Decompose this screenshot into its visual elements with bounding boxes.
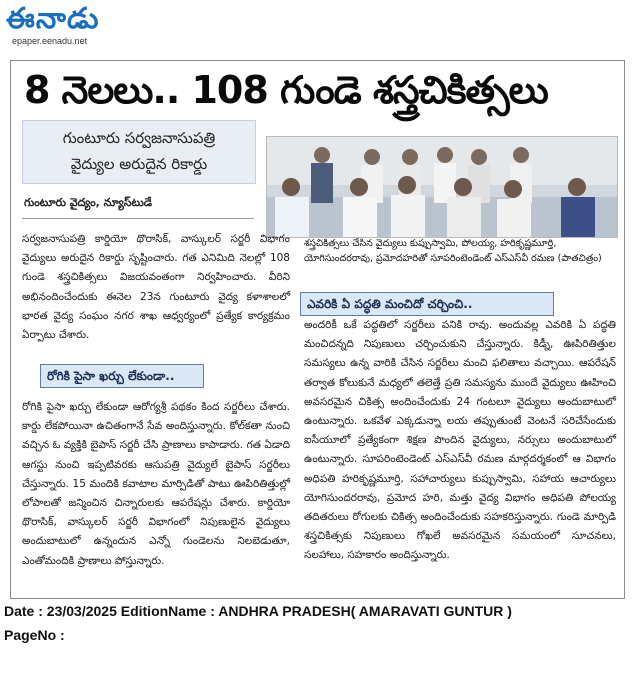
subhead-box — [22, 120, 256, 184]
subhead-line-2: వైద్యుల అరుదైన రికార్డు — [70, 155, 208, 173]
article-headline: 8 నెలలు.. 108 గుండె శస్త్రచికిత్సలు — [24, 68, 548, 112]
subheading-box-free-treatment: రోగికి పైసా ఖర్చు లేకుండా.. — [40, 364, 204, 388]
article-paragraph-3: అందరికీ ఒకే పద్ధతిలో సర్జరీలు పనికి రావు. అందువల్ల ఎవరికి ఏ పద్ధతి మంచిదన్నది నిపుణులు చర్చించుకుని చేస్తున్నారు. కిడ్నీ, ఊపిరితిత్తుల సమస్యలు ఉన్న వారికి చేసిన సర్జరీలు మంచి ఫలితాలు వచ్చాయి. ఆపరేషన్ తర్వాత కోలుకునే మధ్యలో తలెత్తే ప్రతి సమస్యను ముందే వైద్యులు ఊహించి అవసరమైన చికిత్స అందించేందుకు 24 గంటలూ వైద్యులు అందుబాటులో ఉంటున్నారు. ఒకవేళ ఎక్కడున్నా లయ తప్పుతుంటే వెంటనే సరిచేసేందుకు ఐసీయూలో ప్రత్యేకంగా శిక్షణ పొందిన వైద్యులు, నర్సులు అందుబాటులో ఉంటున్నారు. సూపరింటెండెంట్ ఎస్ఎస్‌వీ రమణ మార్గదర్శకంలో ఆ విభాగం అధిపతి హరికృష్ణమూర్తి, సహాచార్యులు కుప్పుస్వామి, సహాయ ఆచార్యులు యోగిసుందరరావు, ప్రమోద హరి, మత్తు వైద్య విభాగం అధిపతి పోలయ్య తదితరులు రోగులకు చికిత్స అందించేందుకు సహకరిస్తున్నారు. గుండె మార్పిడి శస్త్రచికిత్సకు నిపుణులు గోఖలే అవసరమైన సమయంలో సూచనలు, సలహాలు, సహకారం అందిస్తున్నారు. — [304, 319, 616, 562]
article-paragraph-1: సర్వజనాసుపత్రి కార్డియో థొరాసిక్, వాస్కులర్ సర్జరీ విభాగం వైద్యులు అరుదైన రికార్డు సృష్టించారు. గత ఎనిమిది నెలల్లో 108 గుండె శస్త్రచికిత్సలు విజయవంతంగా నిర్వహించారు. వీరిని అభినందించేందుకు ఈనెల 23న గుంటూరు వైద్య కళాశాలలో భారత వైద్య సంఘం నగర శాఖ ఆధ్వర్యంలో ప్రత్యేక కార్యక్రమం ఏర్పాటు చేశారు. — [22, 233, 290, 342]
article-paragraph-2: రోగికి పైసా ఖర్చు లేకుండా ఆరోగ్యశ్రీ పథకం కింద సర్జరీలు చేశారు. కార్డు లేకపోయినా ఉచితంగానే సేవ అందిస్తున్నారు. కోల్‌కతా నుంచి వచ్చిన ఓ వ్యక్తికి బైపాస్ సర్జరీ చేసి ప్రాణాలు కాపాడారు. గత ఏడాది ఆగస్టు నుంచి ఇప్పటివరకు ఆసుపత్రి వైద్యులే బైపాస్ సర్జరీలు చేస్తున్నారు. 15 మందికి కవాటాల మార్పిడితో పాటు ఊపిరితిత్తుల్లో లోపాలతో జన్మించిన చిన్నారులకు ఆపరేషన్లు చేశారు. కార్డియో థొరాసిక్, వాస్కులర్ సర్జరీ విభాగంలో నిపుణులైన వైద్యులు అందుబాటులో ఉన్నందున ఎన్నో గుండెలను నిలబెడుతూ, ఎంతోమందికి ప్రాణాలు పోస్తున్నారు. — [22, 401, 290, 567]
subhead-line-1: గుంటూరు సర్వజనాసుపత్రి — [62, 129, 216, 147]
footer-page-number: PageNo : — [4, 627, 65, 643]
eenadu-logo[interactable]: ఈనాడు — [6, 1, 100, 35]
subheading-box-method: ఎవరికి ఏ పద్ధతి మంచిదో చర్చించి.. — [300, 292, 554, 316]
footer-date-edition: Date : 23/03/2025 EditionName : ANDHRA PRADESH( AMARAVATI GUNTUR ) — [4, 603, 512, 619]
epaper-url[interactable]: epaper.eenadu.net — [12, 36, 88, 46]
doctors-group-photo — [266, 136, 618, 238]
photo-caption: శస్త్రచికిత్సలు చేసిన వైద్యులు కుప్పుస్వామి, పోలయ్య, హరికృష్ణమూర్తి, యోగిసుందరరావు, ప్రమోదహరితో సూపరింటెండెంట్ ఎస్ఎస్‌వీ రమణ (పాతచిత్రం) — [304, 238, 602, 264]
dateline: గుంటూరు వైద్యం, న్యూస్‌టుడే — [24, 196, 152, 209]
divider — [22, 218, 254, 219]
